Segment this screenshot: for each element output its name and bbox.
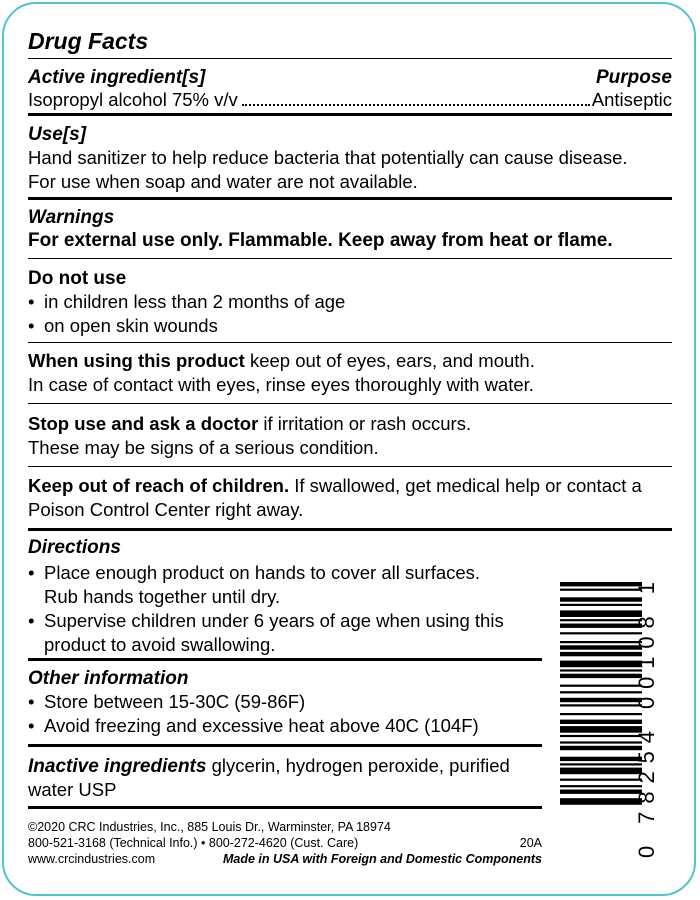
upc-barcode <box>560 570 676 860</box>
barcode-bar <box>560 735 642 737</box>
when-using-section <box>28 343 672 403</box>
barcode-bar <box>560 757 642 761</box>
purpose-heading: Purpose <box>595 67 672 88</box>
barcode-digits: 0 78254 00108 1 <box>634 582 659 858</box>
keep-out-line2: Poison Control Center right away. <box>28 499 304 520</box>
inactive-line2: water USP <box>28 779 117 800</box>
other-info-section <box>28 661 542 744</box>
warnings-heading: Warnings <box>28 207 115 228</box>
bullet-text: Rub hands together until dry. <box>44 586 281 607</box>
bullet-text: in children less than 2 months of age <box>44 291 346 312</box>
barcode-bars <box>560 582 642 805</box>
barcode-bar <box>560 669 642 671</box>
directions-section <box>28 531 542 658</box>
stop-use-section <box>28 404 672 466</box>
barcode-bar <box>560 641 642 643</box>
lot-code: 20A <box>519 836 542 850</box>
barcode-bar <box>560 768 642 775</box>
website: www.crcindustries.com <box>28 852 156 866</box>
barcode-bar <box>560 582 642 586</box>
barcode-bar <box>560 604 642 606</box>
stop-use-lead: Stop use and ask a doctor <box>28 413 259 434</box>
barcode-bar <box>560 652 642 656</box>
barcode-icon <box>560 570 676 860</box>
footer <box>28 809 542 867</box>
when-using-lead: When using this product <box>28 350 245 371</box>
list-item-cont <box>28 585 542 609</box>
barcode-bar <box>560 645 642 649</box>
barcode-bar <box>560 741 642 743</box>
made-in-usa: Made in USA with Foreign and Domestic Components <box>222 852 542 866</box>
bullet-text: Place enough product on hands to cover all surfaces. <box>44 562 481 583</box>
list-item: • Store between 15-30C (59-86F) <box>28 691 306 712</box>
uses-line: For use when soap and water are not available. <box>28 171 418 192</box>
keep-out-lead: Keep out of reach of children. <box>28 475 290 496</box>
barcode-bar <box>560 624 642 628</box>
stop-use-text: if irritation or rash occurs. <box>258 413 472 434</box>
active-ingredient: Isopropyl alcohol 75% v/v <box>28 89 238 110</box>
keep-out-text: If swallowed, get medical help or contact a <box>289 475 642 496</box>
bullet-text: Store between 15-30C (59-86F) <box>44 691 306 712</box>
phone-numbers: 800-521-3168 (Technical Info.) • 800-272-4620 (Cust. Care) <box>28 836 359 850</box>
barcode-bar <box>560 632 642 634</box>
barcode-bar <box>560 674 642 678</box>
list-item: • on open skin wounds <box>28 315 218 336</box>
bullet-text: on open skin wounds <box>44 315 218 336</box>
drug-facts-title: Drug Facts <box>28 28 149 54</box>
list-item: • Place enough product on hands to cover all surfaces. <box>28 562 481 583</box>
keep-out-section <box>28 467 672 528</box>
barcode-bar <box>560 713 642 715</box>
inactive-lead: Inactive ingredients <box>28 756 207 777</box>
inactive-text: glycerin, hydrogen peroxide, purified <box>206 755 510 776</box>
barcode-bar <box>560 785 642 787</box>
dot-leader <box>242 103 590 106</box>
barcode-bar <box>560 661 642 668</box>
bullet-text: Supervise children under 6 years of age when using this <box>44 610 504 631</box>
barcode-bar <box>560 790 642 794</box>
barcode-bar <box>560 597 642 601</box>
stop-use-line2: These may be signs of a serious condition. <box>28 437 379 458</box>
other-info-heading: Other information <box>28 668 189 689</box>
inactive-section <box>28 747 542 806</box>
list-item: • Supervise children under 6 years of age when using this <box>28 610 504 631</box>
barcode-bar <box>560 610 642 617</box>
barcode-bar <box>560 691 642 693</box>
list-item-cont <box>28 633 542 657</box>
do-not-use-heading: Do not use <box>28 268 127 289</box>
uses-section <box>28 116 672 197</box>
directions-heading: Directions <box>28 537 121 558</box>
uses-line: Hand sanitizer to help reduce bacteria that potentially can cause disease. <box>28 147 628 168</box>
active-ingredient-section <box>28 59 672 113</box>
barcode-bar <box>560 685 642 687</box>
bullet-text: product to avoid swallowing. <box>44 634 276 655</box>
when-using-text: keep out of eyes, ears, and mouth. <box>244 350 535 371</box>
purpose-value: Antiseptic <box>591 89 672 110</box>
barcode-bar <box>560 589 642 591</box>
bullet-text: Avoid freezing and excessive heat above 40C (104F) <box>44 715 479 736</box>
barcode-bar <box>560 779 642 781</box>
barcode-bar <box>560 720 642 724</box>
barcode-bar <box>560 698 642 702</box>
barcode-bar <box>560 763 642 765</box>
do-not-use-section <box>28 259 672 342</box>
warnings-section <box>28 200 672 258</box>
barcode-bar <box>560 704 642 706</box>
list-item: • in children less than 2 months of age <box>28 291 346 312</box>
when-using-line2: In case of contact with eyes, rinse eyes thoroughly with water. <box>28 374 534 395</box>
warnings-text: For external use only. Flammable. Keep away from heat or flame. <box>28 230 613 251</box>
list-item: • Avoid freezing and excessive heat above 40C (104F) <box>28 715 479 736</box>
copyright: ©2020 CRC Industries, Inc., 885 Louis Dr., Warminster, PA 18974 <box>28 820 391 834</box>
barcode-bar <box>560 726 642 733</box>
uses-heading: Use[s] <box>28 124 87 145</box>
active-ingredient-heading: Active ingredient[s] <box>28 67 206 88</box>
barcode-bar <box>560 798 642 805</box>
barcode-bar <box>560 746 642 750</box>
barcode-bar <box>560 619 642 621</box>
